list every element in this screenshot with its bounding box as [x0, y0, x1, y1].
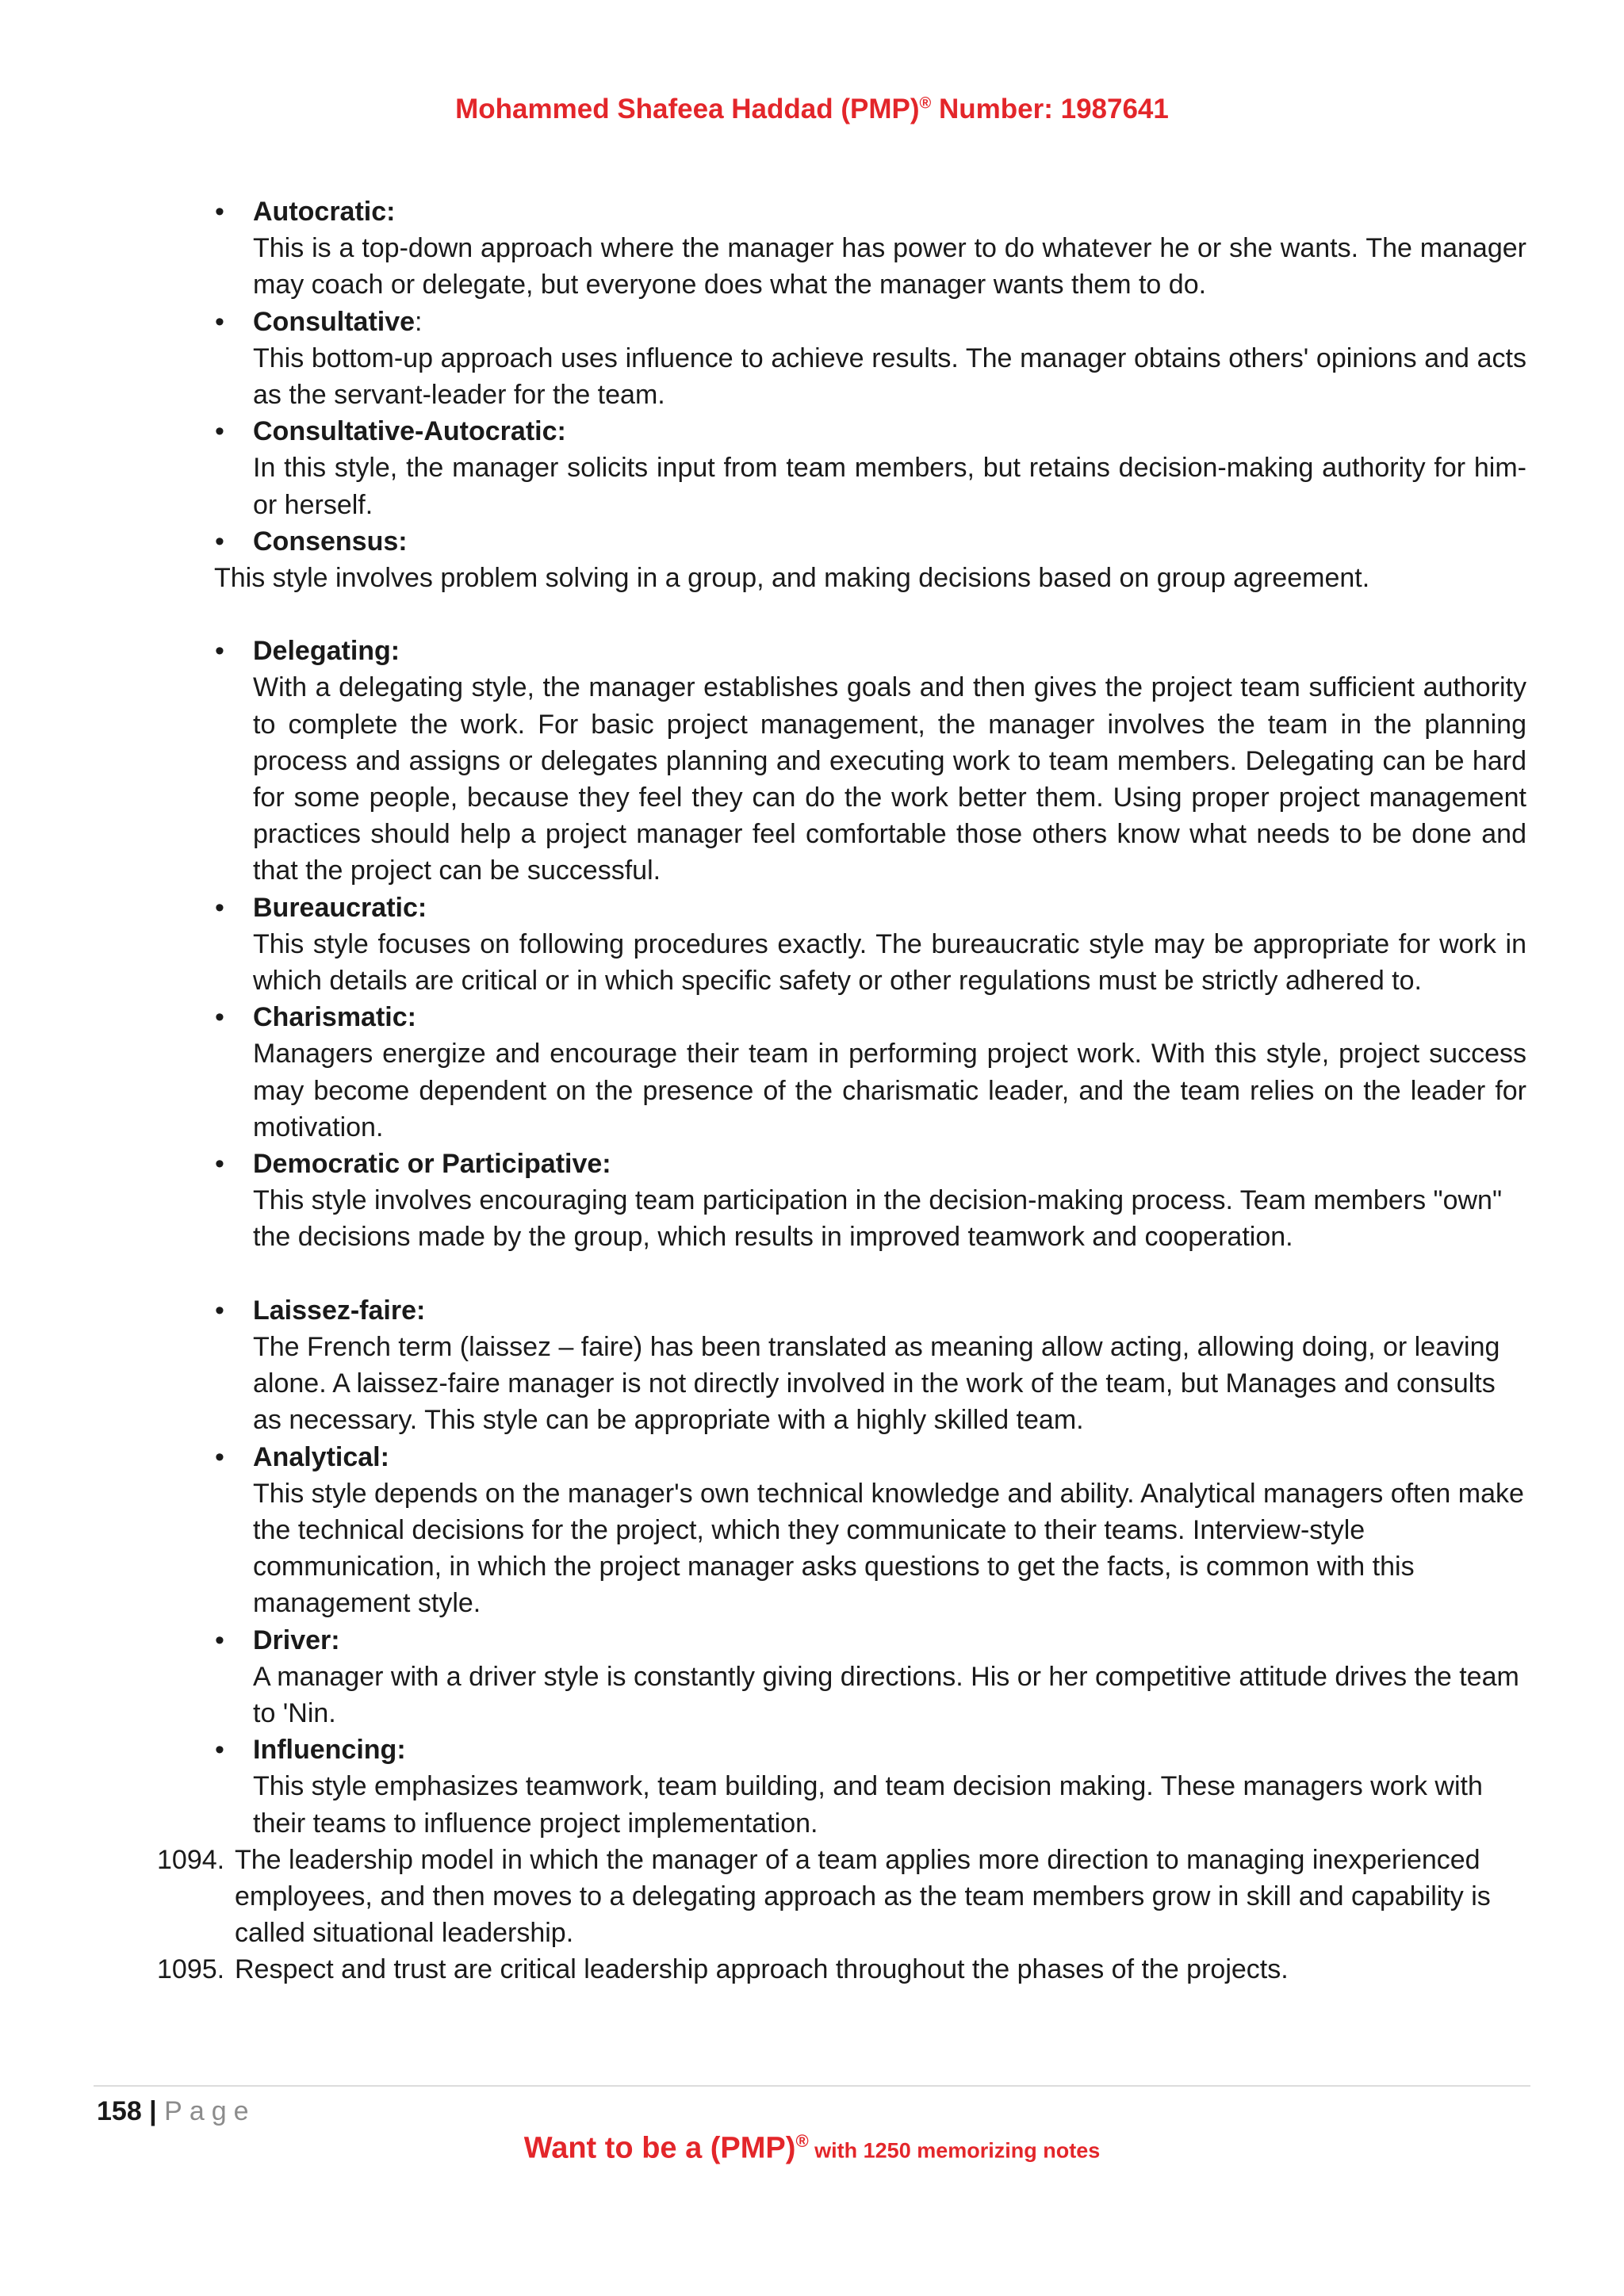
- style-item-analytical: [253, 1439, 1526, 1622]
- footer-tagline-small: with 1250 memorizing notes: [808, 2138, 1101, 2163]
- page-number-value: 158: [97, 2096, 142, 2126]
- style-item-laissez-faire: [253, 1292, 1526, 1439]
- footer-registered-mark: ®: [795, 2131, 809, 2151]
- style-item-consultative-autocratic: [253, 413, 1526, 523]
- header-registered-mark: ®: [919, 94, 932, 113]
- style-description: The French term (laissez – faire) has been translated as meaning allow acting, allowing doing, or leaving alone. A laissez-faire manager is not directly involved in the work of the team, but Manages and consults as necessary. This style can be appropriate with a highly skilled team.: [253, 1331, 1500, 1436]
- style-title: • Autocratic:: [253, 197, 396, 227]
- style-description: In this style, the manager solicits input from team members, but retains decision-making authority for him- or herself.: [253, 453, 1526, 520]
- note-number: 1094.: [157, 1844, 225, 1875]
- style-description: This style focuses on following procedures exactly. The bureaucratic style may be appropriate for work in which details are critical or in which specific safety or other regulations must be strictly adhered to.: [253, 928, 1526, 997]
- page-header: [0, 94, 1624, 125]
- style-title: Consultative: [253, 306, 416, 337]
- style-title: • Influencing:: [253, 1735, 406, 1766]
- style-description: This style involves encouraging team participation in the decision-making process. Team members "own" the decisions made by the group, which results in improved teamwork and cooperation.: [253, 1185, 1503, 1253]
- style-title: • Charismatic:: [253, 1002, 416, 1033]
- style-title: • Bureaucratic:: [253, 892, 427, 923]
- style-item-delegating: [253, 633, 1526, 889]
- style-description: This style emphasizes teamwork, team building, and team decision making. These managers work with their teams to influence project implementation.: [253, 1771, 1483, 1839]
- style-item-charismatic: [253, 999, 1526, 1146]
- page-number: [97, 2093, 256, 2130]
- page-number-separator: |: [141, 2096, 165, 2126]
- footer-tagline: Want to be a (PMP): [523, 2131, 796, 2165]
- note-text: Respect and trust are critical leadership approach throughout the phases of the projects.: [235, 1954, 1289, 1985]
- style-item-autocratic: [253, 193, 1526, 304]
- note-text: The leadership model in which the manager of a team applies more direction to managing inexperienced employees, and then moves to a delegating approach as the team members grow in skill and capability is called situational leadership.: [235, 1844, 1491, 1949]
- style-item-bureaucratic: [253, 890, 1526, 1000]
- page-word: Page: [164, 2096, 256, 2126]
- style-title: • Laissez-faire:: [253, 1295, 426, 1326]
- style-item-consensus: [253, 523, 1526, 560]
- page-content: [0, 193, 1624, 1988]
- footer-divider: [94, 2085, 1530, 2087]
- style-title-colon: :: [415, 306, 423, 337]
- style-description: This style depends on the manager's own technical knowledge and ability. Analytical managers often make the technical decisions for the project, which they communicate to their teams. Interview-style communication, in which the project manager asks questions to get the facts, is common with this management style.: [253, 1478, 1524, 1619]
- style-description: With a delegating style, the manager establishes goals and then gives the project team sufficient authority to complete the work. For basic project management, the manager involves the team in the planning process and assigns or delegates planning and executing work to team members. Delegating can be hard for some people, because they feel they can do the work better them. Using proper project management practices should help a project manager feel comfortable those others know what needs to be done and that the project can be successful.: [253, 672, 1526, 886]
- note-item-1095: [157, 1951, 1535, 1988]
- style-item-driver: [253, 1622, 1526, 1732]
- style-title: • Driver:: [253, 1624, 340, 1655]
- style-title: • Democratic or Participative:: [253, 1149, 611, 1180]
- note-item-1094: [157, 1842, 1535, 1952]
- style-description: A manager with a driver style is constantly giving directions. His or her competitive attitude drives the team to 'Nin.: [253, 1661, 1519, 1728]
- page-footer: [0, 2131, 1624, 2166]
- note-number: 1095.: [157, 1954, 225, 1985]
- paragraph-gap: [0, 1256, 1624, 1292]
- style-title: • Consultative-Autocratic:: [253, 416, 566, 447]
- header-number: Number: 1987641: [931, 94, 1169, 124]
- paragraph-gap: [0, 596, 1624, 633]
- style-item-consultative: [253, 304, 1526, 414]
- style-item-democratic: [253, 1146, 1526, 1256]
- style-title: • Analytical:: [253, 1441, 389, 1472]
- style-description: This is a top-down approach where the manager has power to do whatever he or she wants. The manager may coach or delegate, but everyone does what the manager wants them to do.: [253, 233, 1526, 300]
- style-description: This bottom-up approach uses influence to achieve results. The manager obtains others' opinions and acts as the servant-leader for the team.: [253, 342, 1526, 411]
- style-title: • Delegating:: [253, 636, 400, 667]
- header-title: Mohammed Shafeea Haddad (PMP): [455, 94, 920, 124]
- style-item-influencing: [253, 1732, 1526, 1842]
- style-title: • Consensus:: [253, 526, 408, 557]
- style-description: Managers energize and encourage their team in performing project work. With this style, project success may become dependent on the presence of the charismatic leader, and the team relies on the leader for motivation.: [253, 1039, 1526, 1142]
- style-description: This style involves problem solving in a group, and making decisions based on group agreement.: [214, 563, 1370, 594]
